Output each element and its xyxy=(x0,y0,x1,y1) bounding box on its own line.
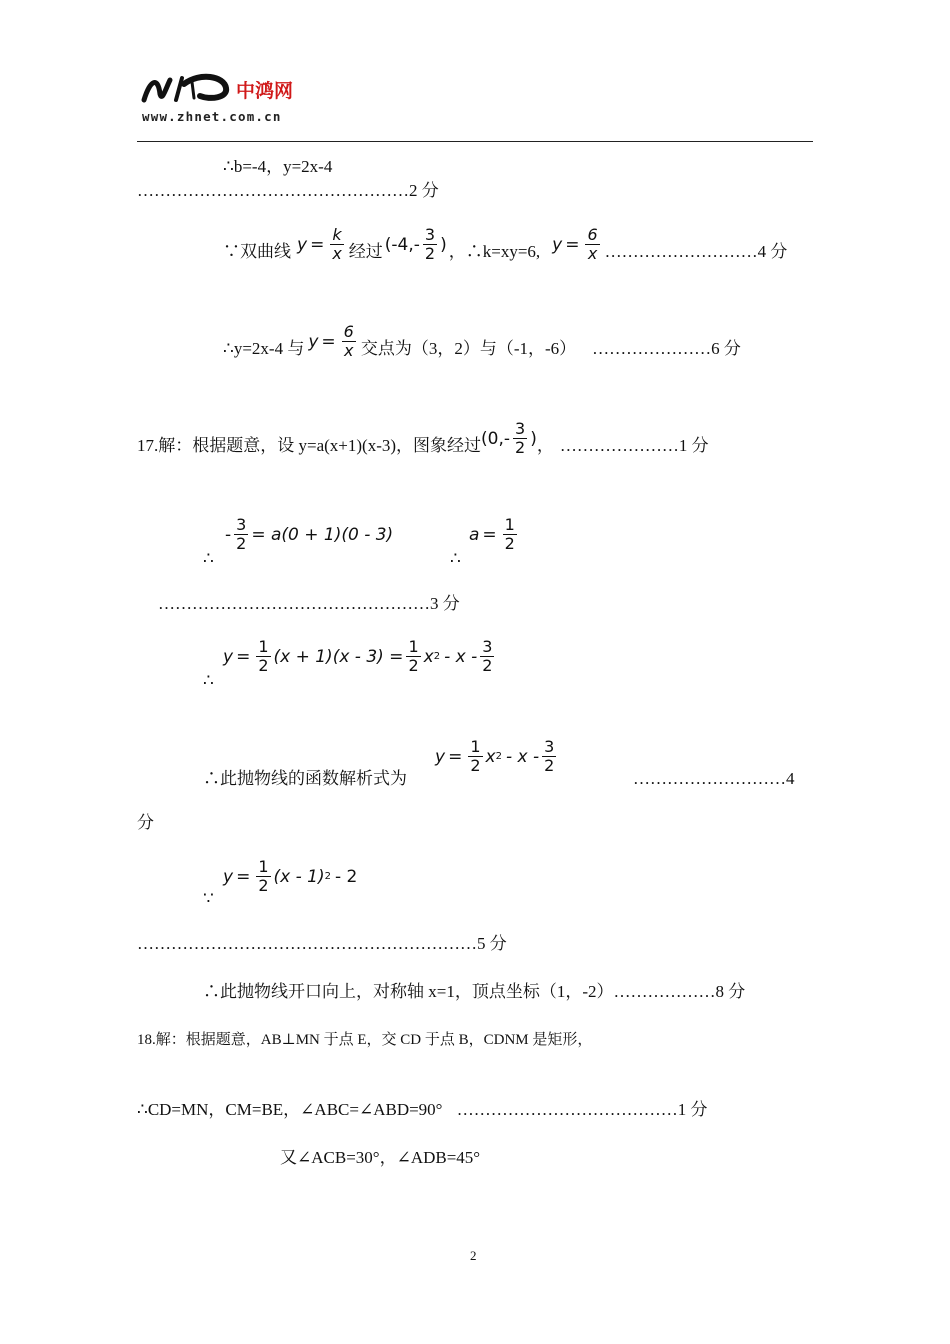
line-hyperbola xyxy=(223,226,787,263)
score-line-2: …………………………………………2 分 xyxy=(137,181,439,200)
line-vertex-form: ∵ y = $\frac{1}{2}$ (x - 1) 2 - 2 xyxy=(203,857,358,908)
score-4b: ………………………4 xyxy=(633,769,795,788)
score-1b: …………………………………1 分 xyxy=(456,1100,708,1119)
line-hyperbola-pre: ∵双曲线 xyxy=(223,242,291,261)
line-intersection: ∴y=2x-4 与 y = $\frac{6}{x}$ 交点为（3，2）与（-1，-6） …………………6 分 xyxy=(223,322,741,360)
line-solve-a: ∴ - $\frac{3}{2}$ = a(0 + 1)(0 - 3) ∴ a = $\frac{1}{2}$ xyxy=(203,516,603,568)
header-rule xyxy=(137,141,813,142)
problem-18-intro: 18.解：根据题意，AB⊥MN 于点 E，交 CD 于点 B，CDNM 是矩形， xyxy=(137,1032,593,1048)
line-hyperbola-post: ，∴k=xy=6, xyxy=(448,242,541,261)
formula-y-k-over-x: y = $\frac{k}{x}$ xyxy=(297,225,342,263)
point-0: (0,- $\frac{3}{2}$ ) xyxy=(481,419,537,457)
line-angles: 又∠ACB=30°，∠ADB=45° xyxy=(280,1148,481,1167)
formula-expanded: y = $\frac{1}{2}$ (x + 1)(x - 3) = $\frac{1}{2}$ x 2 - x - $\frac{3}{2}$ xyxy=(223,637,493,675)
formula-vertex: y = $\frac{1}{2}$ (x - 1) 2 - 2 xyxy=(223,857,358,895)
line-analytic-formula: ∴此抛物线的函数解析式为 y = $\frac{1}{2}$ x 2 - x - $\frac{3}{2}$ ………………………4 xyxy=(203,737,795,788)
score-4: ………………………4 分 xyxy=(604,242,788,261)
line-b-value: ∴b=-4，y=2x-4 xyxy=(223,157,333,176)
site-logo xyxy=(140,66,320,126)
score-1: …………………1 分 xyxy=(559,436,709,455)
line-hyperbola-mid: 经过 xyxy=(348,242,383,261)
score-6: …………………6 分 xyxy=(592,339,741,358)
point-neg4: (-4,- $\frac{3}{2}$ ) xyxy=(384,225,447,263)
line-axis-vertex: ∴此抛物线开口向上，对称轴 x=1，顶点坐标（1，-2）………………8 分 xyxy=(203,982,746,1001)
formula-standard-form: y = $\frac{1}{2}$ x 2 - x - $\frac{3}{2}$ xyxy=(435,737,555,775)
formula-y-6-over-x-2: y = $\frac{6}{x}$ xyxy=(308,322,354,360)
problem-17-intro: 17.解：根据题意，设 y=a(x+1)(x-3)，图象经过 (0,- $\frac{3}{2}$ ) ， …………………1 分 xyxy=(137,419,709,457)
formula-y-6-over-x: y = $\frac{6}{x}$ xyxy=(552,225,598,263)
line-cd-mn: ∴CD=MN，CM=BE，∠ABC=∠ABD=90° …………………………………1 分 xyxy=(137,1100,708,1119)
formula-a-equation: - $\frac{3}{2}$ = a(0 + 1)(0 - 3) xyxy=(225,515,394,553)
logo-url: www.zhnet.com.cn xyxy=(142,109,282,124)
formula-a-value: a = $\frac{1}{2}$ xyxy=(469,515,515,553)
brush-logo-icon xyxy=(140,70,232,110)
logo-name: 中鸿网 xyxy=(236,80,294,102)
line-expanded: ∴ y = $\frac{1}{2}$ (x + 1)(x - 3) = $\frac{1}{2}$ x 2 - x - $\frac{3}{2}$ xyxy=(203,638,523,690)
score-line-5: ……………………………………………………5 分 xyxy=(137,934,507,953)
score-line-3: …………………………………………3 分 xyxy=(158,594,460,613)
page-number: 2 xyxy=(470,1248,477,1263)
score-4b-cont: 分 xyxy=(137,813,154,832)
